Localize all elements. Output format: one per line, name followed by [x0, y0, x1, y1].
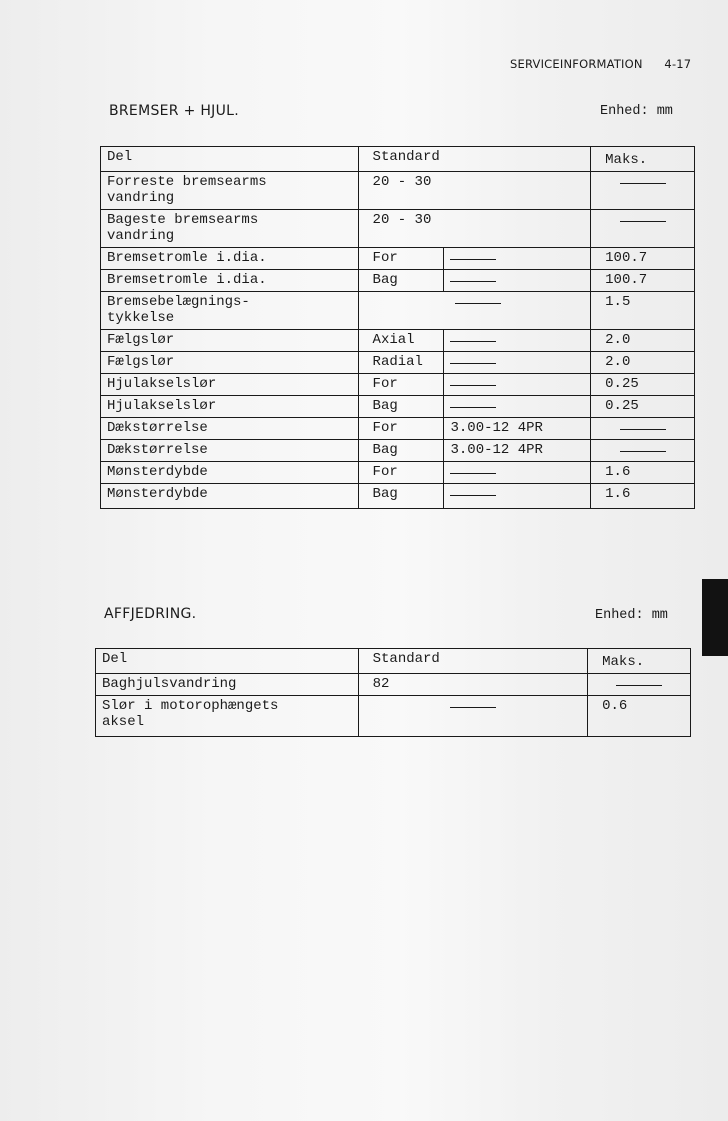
header-page-number: 4-17: [664, 57, 692, 71]
col-header-max: Maks.: [588, 649, 691, 674]
table-row: [101, 330, 695, 352]
part-cell: Hjulakselslør: [101, 396, 359, 418]
qualifier-cell: For: [358, 374, 444, 396]
header-section: SERVICEINFORMATION: [510, 57, 643, 71]
standard-cell: 3.00-12 4PR: [444, 440, 591, 462]
standard-cell-empty: [444, 374, 591, 396]
standard-cell: 20 - 30: [358, 210, 591, 248]
col-header-part: Del: [96, 649, 359, 674]
dash-placeholder: [450, 707, 496, 708]
qualifier-cell: Bag: [358, 484, 444, 509]
qualifier-cell: Axial: [358, 330, 444, 352]
max-cell: 0.25: [591, 396, 695, 418]
part-cell: Hjulakselslør: [101, 374, 359, 396]
qualifier-cell: Bag: [358, 270, 444, 292]
standard-cell-empty: [444, 462, 591, 484]
table-row: [101, 418, 695, 440]
standard-cell-empty: [444, 330, 591, 352]
dash-placeholder: [620, 221, 666, 222]
dash-placeholder: [450, 473, 496, 474]
dash-placeholder: [455, 303, 501, 304]
dash-placeholder: [620, 451, 666, 452]
standard-cell: 3.00-12 4PR: [444, 418, 591, 440]
max-cell: 1.5: [591, 292, 695, 330]
dash-placeholder: [450, 495, 496, 496]
max-cell-empty: [591, 210, 695, 248]
standard-cell-empty: [444, 484, 591, 509]
standard-cell-empty: [444, 396, 591, 418]
max-cell: 1.6: [591, 462, 695, 484]
table-row: [101, 248, 695, 270]
dash-placeholder: [450, 259, 496, 260]
part-cell: Bremsetromle i.dia.: [101, 248, 359, 270]
dash-placeholder: [450, 341, 496, 342]
dash-placeholder: [450, 363, 496, 364]
qualifier-cell: Bag: [358, 396, 444, 418]
part-cell: Fælgslør: [101, 352, 359, 374]
part-cell: Slør i motorophængets aksel: [96, 696, 359, 737]
qualifier-cell: For: [358, 462, 444, 484]
standard-cell-empty: [358, 292, 591, 330]
suspension-unit-label: Enhed: mm: [595, 608, 668, 623]
standard-cell-empty: [444, 270, 591, 292]
max-cell: 2.0: [591, 352, 695, 374]
standard-cell-empty: [358, 696, 588, 737]
qualifier-cell: Bag: [358, 440, 444, 462]
dash-placeholder: [620, 183, 666, 184]
max-cell: 0.6: [588, 696, 691, 737]
part-cell: Mønsterdybde: [101, 484, 359, 509]
dash-placeholder: [616, 685, 662, 686]
page-header: [510, 57, 691, 71]
part-cell: Mønsterdybde: [101, 462, 359, 484]
col-header-standard: Standard: [358, 147, 591, 172]
max-cell: 2.0: [591, 330, 695, 352]
table-header-row: [96, 649, 691, 674]
table-row: [101, 374, 695, 396]
max-cell-empty: [591, 418, 695, 440]
max-cell: 100.7: [591, 270, 695, 292]
standard-cell: 82: [358, 674, 588, 696]
dash-placeholder: [450, 385, 496, 386]
max-cell: 1.6: [591, 484, 695, 509]
table-row: [101, 292, 695, 330]
suspension-section-title: AFFJEDRING.: [104, 606, 197, 622]
table-row: [101, 462, 695, 484]
table-row: [101, 396, 695, 418]
dash-placeholder: [620, 429, 666, 430]
table-row: [101, 440, 695, 462]
table-row: [101, 270, 695, 292]
standard-cell-empty: [444, 248, 591, 270]
max-cell: 100.7: [591, 248, 695, 270]
qualifier-cell: Radial: [358, 352, 444, 374]
part-cell: Bageste bremsearms vandring: [101, 210, 359, 248]
brakes-unit-label: Enhed: mm: [600, 104, 673, 119]
table-row: [96, 696, 691, 737]
part-cell: Fælgslør: [101, 330, 359, 352]
dash-placeholder: [450, 407, 496, 408]
max-cell: 0.25: [591, 374, 695, 396]
qualifier-cell: For: [358, 418, 444, 440]
part-cell: Forreste bremsearms vandring: [101, 172, 359, 210]
brakes-spec-table: [100, 146, 695, 509]
table-header-row: [101, 147, 695, 172]
part-cell: Dækstørrelse: [101, 418, 359, 440]
table-row: [101, 210, 695, 248]
dash-placeholder: [450, 281, 496, 282]
part-cell: Bremsebelægnings- tykkelse: [101, 292, 359, 330]
table-row: [101, 172, 695, 210]
part-cell: Dækstørrelse: [101, 440, 359, 462]
brakes-section-title: BREMSER + HJUL.: [109, 103, 240, 119]
chapter-tab-marker: [702, 579, 728, 656]
part-cell: Baghjulsvandring: [96, 674, 359, 696]
max-cell-empty: [591, 440, 695, 462]
table-row: [101, 484, 695, 509]
col-header-standard: Standard: [358, 649, 588, 674]
max-cell-empty: [591, 172, 695, 210]
standard-cell-empty: [444, 352, 591, 374]
max-cell-empty: [588, 674, 691, 696]
table-row: [101, 352, 695, 374]
part-cell: Bremsetromle i.dia.: [101, 270, 359, 292]
suspension-spec-table: [95, 648, 691, 737]
qualifier-cell: For: [358, 248, 444, 270]
standard-cell: 20 - 30: [358, 172, 591, 210]
table-row: [96, 674, 691, 696]
col-header-max: Maks.: [591, 147, 695, 172]
col-header-part: Del: [101, 147, 359, 172]
